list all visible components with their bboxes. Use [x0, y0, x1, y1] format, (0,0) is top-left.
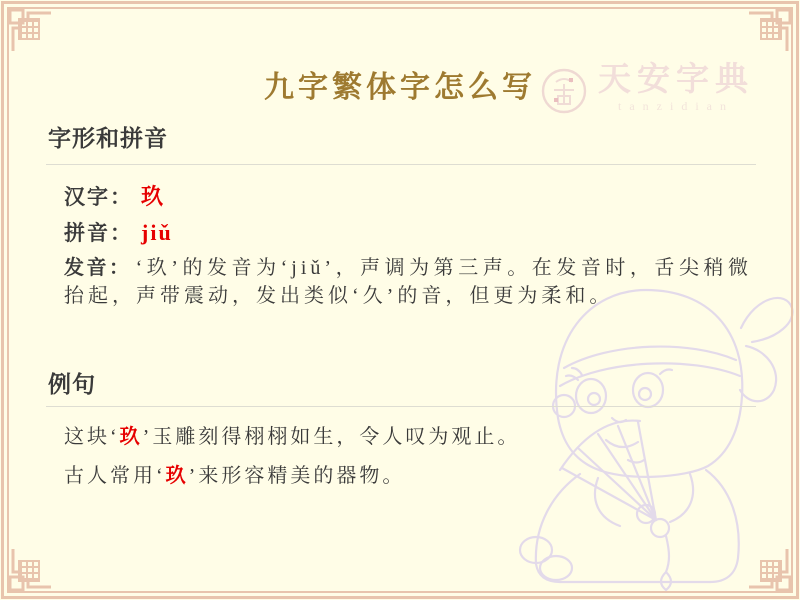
pronunciation-paragraph — [64, 254, 752, 310]
brand-name: 天安字典 — [598, 62, 754, 98]
example-sentence — [64, 459, 405, 488]
hanzi-value: 玖 — [141, 184, 166, 209]
example-highlight-char: 玖 — [119, 426, 143, 448]
hanzi-row — [64, 180, 165, 211]
example-text: ’来形容精美的器物。 — [188, 465, 406, 487]
section-heading-pinyin: 字形和拼音 — [48, 126, 168, 151]
pronunciation-text: ‘玖’的发音为‘jiǔ’，声调为第三声。在发音时，舌尖稍微抬起，声带震动，发出类似‘久’的音，但更为柔和。 — [64, 257, 753, 307]
pinyin-label: 拼音： — [64, 221, 133, 245]
page-title: 九字繁体字怎么写 — [264, 71, 536, 104]
example-sentence — [64, 420, 520, 449]
corner-knot-ornament-top-right — [749, 5, 795, 51]
section-divider — [46, 164, 756, 165]
pinyin-row — [64, 217, 173, 247]
corner-knot-ornament-top-left — [5, 5, 51, 51]
example-text: ’玉雕刻得栩栩如生，令人叹为观止。 — [142, 426, 521, 448]
example-text: 古人常用‘ — [64, 465, 166, 487]
pronunciation-label: 发音： — [64, 257, 132, 279]
example-text: 这块‘ — [64, 426, 120, 448]
section-divider — [46, 406, 756, 407]
mascot-watermark-illustration — [494, 268, 796, 596]
example-highlight-char: 玖 — [165, 465, 189, 487]
hanzi-label: 汉字： — [64, 185, 133, 209]
section-heading-examples: 例句 — [48, 372, 96, 397]
corner-knot-ornament-bottom-right — [749, 549, 795, 595]
brand-name-latin: tanzidian — [618, 99, 734, 114]
pinyin-value: jiǔ — [141, 220, 173, 245]
corner-knot-ornament-bottom-left — [5, 549, 51, 595]
